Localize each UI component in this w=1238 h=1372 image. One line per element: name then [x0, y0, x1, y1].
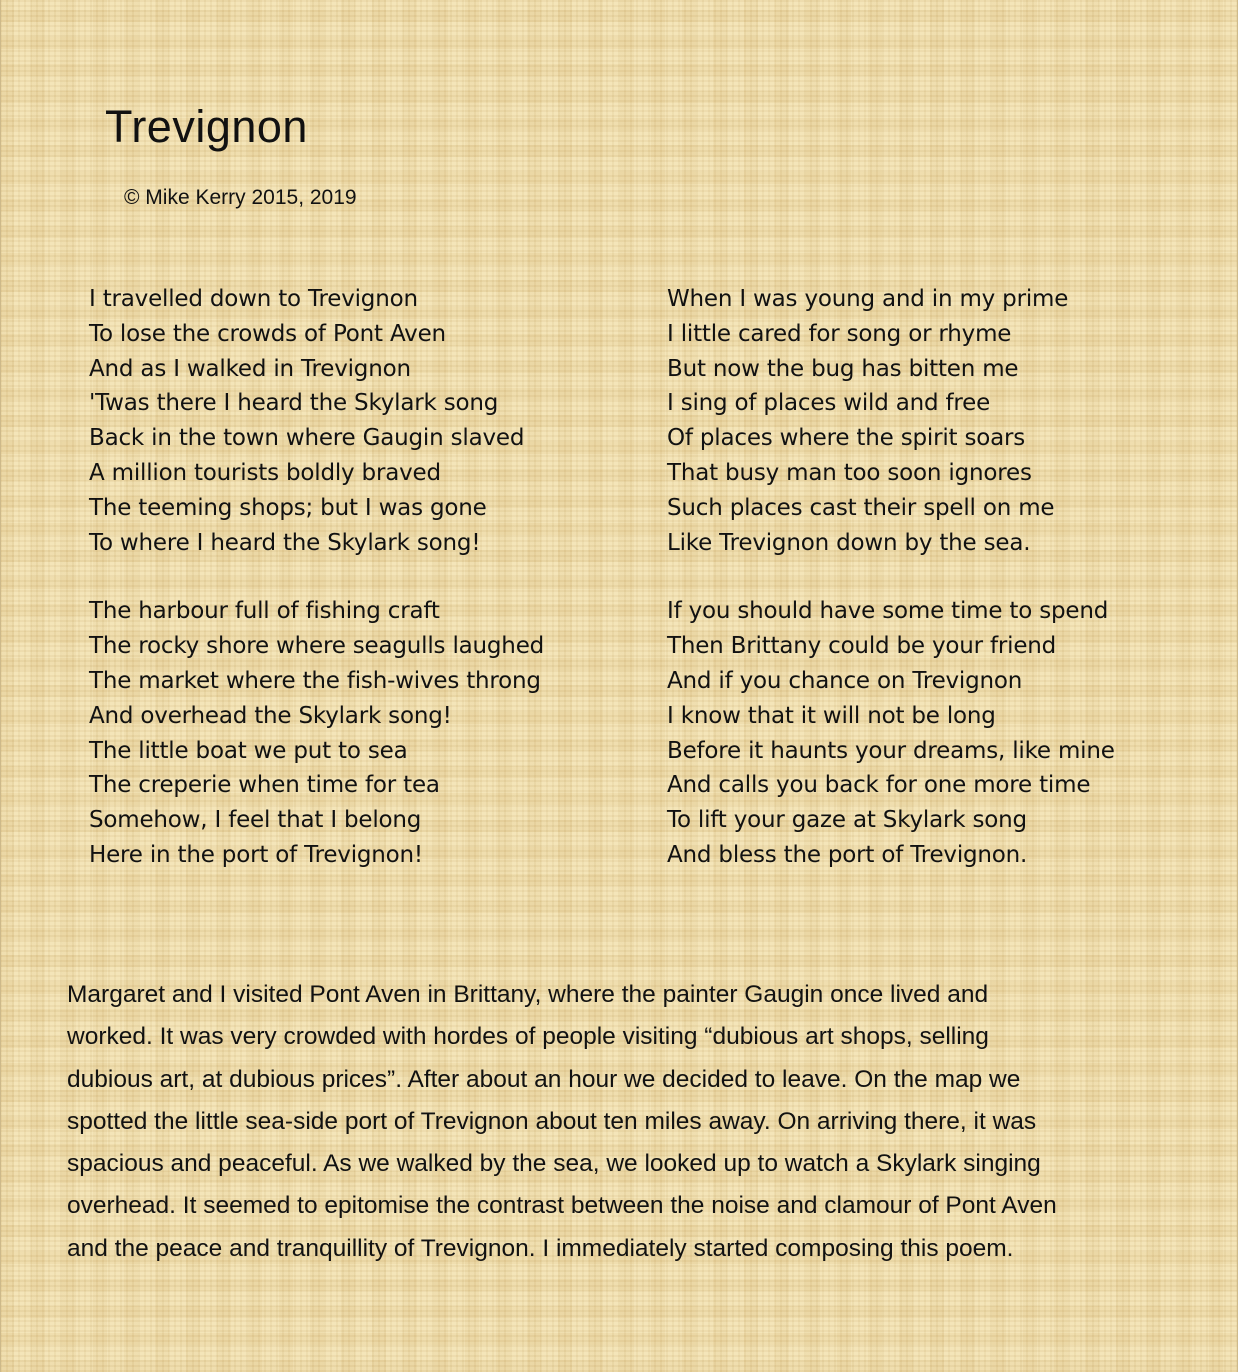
poem-left-column: [89, 282, 544, 907]
poem-line: A million tourists boldly braved: [89, 459, 441, 486]
author-note: [67, 974, 1177, 1270]
poem-line: The teeming shops; but I was gone: [89, 494, 487, 521]
copyright-notice: © Mike Kerry 2015, 2019: [124, 186, 357, 209]
poem-line: The harbour full of fishing craft: [89, 598, 440, 625]
poem-right-column: [667, 282, 1115, 907]
poem-line: But now the bug has bitten me: [667, 355, 1019, 382]
poem-line: The creperie when time for tea: [89, 772, 440, 799]
stanza-3: [667, 282, 1115, 560]
poem-line: And if you chance on Trevignon: [667, 667, 1023, 694]
stanza-4: [667, 594, 1115, 872]
poem-line: Like Trevignon down by the sea.: [667, 529, 1031, 556]
poem-line: I sing of places wild and free: [667, 390, 991, 417]
stanza-1: [89, 282, 544, 560]
poem-line: If you should have some time to spend: [667, 598, 1109, 625]
note-line: Margaret and I visited Pont Aven in Brittany, where the painter Gaugin once lived and: [67, 981, 989, 1008]
poem-line: To where I heard the Skylark song!: [89, 529, 481, 556]
note-line: and the peace and tranquillity of Trevignon. I immediately started composing this poem.: [67, 1234, 1014, 1262]
poem-line: Of places where the spirit soars: [667, 425, 1026, 452]
poem-line: That busy man too soon ignores: [667, 459, 1032, 486]
poem-line: The rocky shore where seagulls laughed: [89, 633, 545, 660]
poem-title: Trevignon: [105, 101, 308, 152]
poem-line: When I was young and in my prime: [667, 286, 1069, 312]
note-line: overhead. It seemed to epitomise the contrast between the noise and clamour of Pont Aven: [67, 1192, 1057, 1220]
poem-line: I travelled down to Trevignon: [89, 286, 418, 312]
poem-line: Then Brittany could be your friend: [667, 633, 1057, 660]
poem-line: I little cared for song or rhyme: [667, 320, 1012, 347]
poem-line: And overhead the Skylark song!: [89, 702, 452, 729]
note-line: spacious and peaceful. As we walked by the sea, we looked up to watch a Skylark singing: [67, 1150, 1041, 1178]
poem-line: And calls you back for one more time: [667, 772, 1091, 799]
poem-line: I know that it will not be long: [667, 702, 996, 729]
poem-line: 'Twas there I heard the Skylark song: [89, 390, 499, 417]
poem-line: And as I walked in Trevignon: [89, 355, 411, 382]
stanza-2: [89, 594, 544, 872]
poem-line: To lift your gaze at Skylark song: [667, 807, 1027, 834]
poem-line: Before it haunts your dreams, like mine: [667, 737, 1115, 764]
note-line: spotted the little sea-side port of Trevignon about ten miles away. On arriving there, it was: [67, 1107, 1037, 1135]
poem-line: Back in the town where Gaugin slaved: [89, 425, 525, 452]
poem-line: Somehow, I feel that I belong: [89, 807, 422, 834]
note-line: worked. It was very crowded with hordes of people visiting “dubious art shops, selling: [67, 1023, 989, 1051]
poem-line: Here in the port of Trevignon!: [89, 841, 423, 868]
poem-line: Such places cast their spell on me: [667, 494, 1055, 521]
note-line: dubious art, at dubious prices”. After about an hour we decided to leave. On the map we: [67, 1065, 1021, 1093]
poem-line: The little boat we put to sea: [89, 737, 408, 764]
poem-line: And bless the port of Trevignon.: [667, 841, 1028, 868]
poem-line: The market where the fish-wives throng: [89, 667, 541, 694]
poem-line: To lose the crowds of Pont Aven: [89, 320, 446, 347]
